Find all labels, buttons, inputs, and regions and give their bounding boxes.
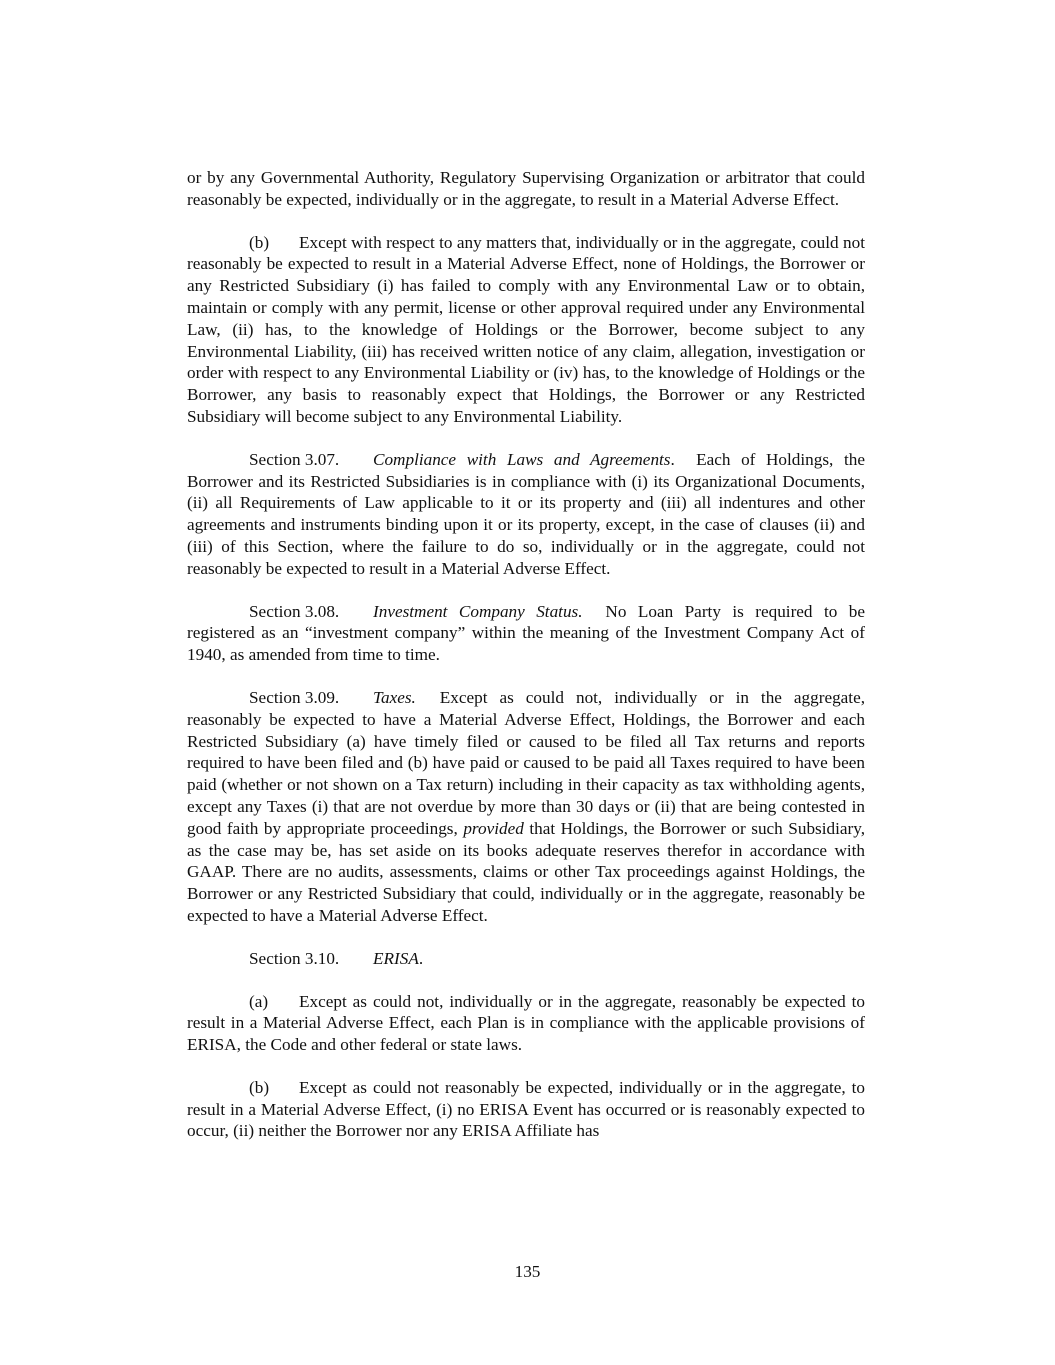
page-number: 135 xyxy=(514,1262,541,1281)
document-body xyxy=(187,167,865,1163)
environmental-clause-b xyxy=(187,232,865,428)
clause-text: Except as could not, individually or in the aggregate, reasonably be expected to result in a Material Adverse Effect, each Plan is in compliance with the applicable provisions of ERISA, the Code and other federal or state laws. xyxy=(187,991,865,1055)
erisa-clause-a xyxy=(187,991,865,1056)
section-number: Section 3.08. xyxy=(249,601,340,621)
section-title-period: . xyxy=(670,449,675,469)
section-title: Compliance with Laws and Agreements xyxy=(373,449,671,469)
section-number: Section 3.10. xyxy=(249,948,340,968)
section-3-09 xyxy=(187,687,865,927)
section-number: Section 3.07. xyxy=(249,449,340,469)
clause-text: Except with respect to any matters that, individually or in the aggregate, could not reasonably be expected to result in a Material Adverse Effect, none of Holdings, the Borrower or any Restricted Subsidiary (i) has failed to comply with any Environmental Law or to obtain, maintain or comply with any permit, license or other approval required under any Environmental Law, (ii) has, to the knowledge of Holdings or the Borrower, become subject to any Environmental Liability, (iii) has received written notice of any claim, allegation, investigation or order with respect to any Environmental Liability or (iv) has, to the knowledge of Holdings or the Borrower, any basis to reasonably expect that Holdings, the Borrower or any Restricted Subsidiary will become subject to any Environmental Liability. xyxy=(187,232,865,426)
section-title: ERISA xyxy=(373,948,419,968)
section-title: Investment Company Status. xyxy=(373,601,583,621)
paragraph-text: or by any Governmental Authority, Regulatory Supervising Organization or arbitrator that could reasonably be expected, individually or in the aggregate, to result in a Material Adverse Effect. xyxy=(187,168,865,209)
section-text: Each of Holdings, the Borrower and its Restricted Subsidiaries is in compliance with (i) its Organizational Documents, (ii) all Requirements of Law applicable to it or its property and (iii) all indentures and other agreements and instruments binding upon it or its property, except, in the case of clauses (ii) and (iii) of this Section, where the failure to do so, individually or in the aggregate, could not reasonably be expected to result in a Material Adverse Effect. xyxy=(187,449,865,578)
clause-text: Except as could not reasonably be expected, individually or in the aggregate, to result in a Material Adverse Effect, (i) no ERISA Event has occurred or is reasonably expected to occur, (ii) neither the Borrower nor any ERISA Affiliate has xyxy=(187,1077,865,1141)
proviso-term: provided xyxy=(463,818,524,838)
section-number: Section 3.09. xyxy=(249,687,340,707)
section-title-period: . xyxy=(418,948,424,968)
section-3-10-heading xyxy=(187,948,865,970)
clause-label: (b) xyxy=(249,1077,270,1097)
section-3-08 xyxy=(187,601,865,666)
section-3-07 xyxy=(187,449,865,580)
erisa-clause-b xyxy=(187,1077,865,1142)
section-title: Taxes. xyxy=(373,687,416,707)
section-text-part-1: Except as could not, individually or in the aggregate, reasonably be expected to have a Material Adverse Effect, Holdings, the Borrower and each Restricted Subsidiary (a) have timely filed or caused to be filed all Tax returns and reports required to have been filed and (b) have paid or caused to be paid all Taxes required to have been paid (whether or not shown on a Tax return) including in their capacity as tax withholding agents, except any Taxes (i) that are not overdue by more than 30 days or (ii) that are being contested in good faith by appropriate proceedings, xyxy=(187,687,865,838)
clause-label: (a) xyxy=(249,991,269,1011)
section-text: No Loan Party is required to be registered as an “investment company” within the meaning of the Investment Company Act of 1940, as amended from time to time. xyxy=(187,601,865,665)
section-text-part-2: that Holdings, the Borrower or such Subsidiary, as the case may be, has set aside on its books adequate reserves therefor in accordance with GAAP. There are no audits, assessments, claims or other Tax proceedings against Holdings, the Borrower or any Restricted Subsidiary that could, individually or in the aggregate, reasonably be expected to have a Material Adverse Effect. xyxy=(187,818,865,925)
continued-paragraph xyxy=(187,167,865,211)
clause-label: (b) xyxy=(249,232,270,252)
